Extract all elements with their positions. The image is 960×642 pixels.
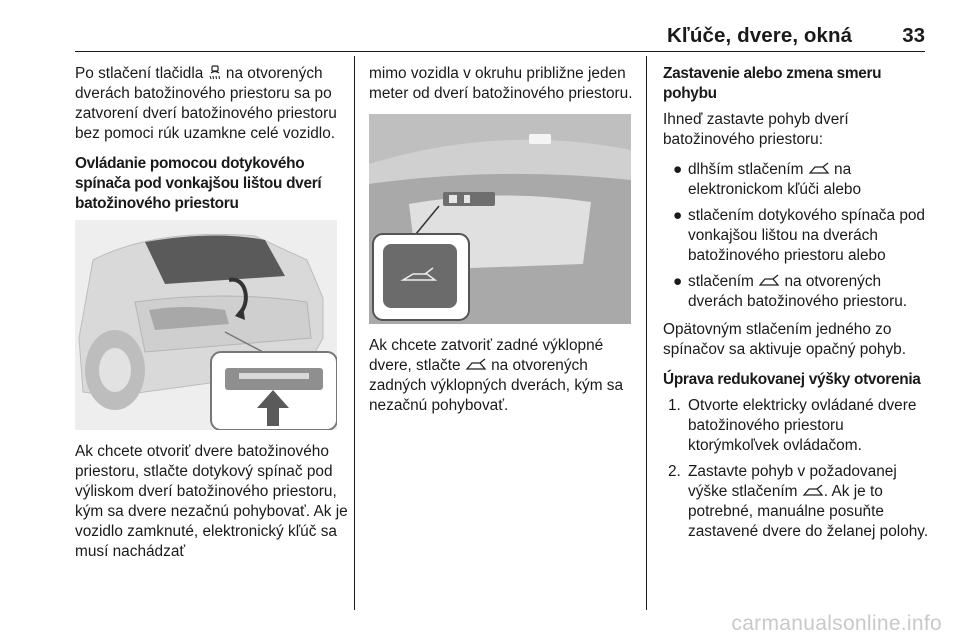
list-item-text: stlačením dotykového spínača pod vonkajšou lištou na dverách batožinového priestoru alebo xyxy=(688,207,925,264)
paragraph-close-tailgate xyxy=(369,336,635,416)
step-item xyxy=(663,396,935,456)
list-item-text: na elektronickom kľúči alebo xyxy=(688,161,862,198)
list-item-text: dlhším stlačením xyxy=(688,161,804,178)
list-item-text: stlačením xyxy=(688,273,754,290)
tailgate-icon xyxy=(808,162,830,176)
page-number: 33 xyxy=(902,24,925,47)
column-divider-1 xyxy=(354,56,355,610)
list-item xyxy=(663,160,935,200)
section-heading-touch-switch: Ovládanie pomocou dotykového spínača pod vonkajšou lištou dverí batožinového priestoru xyxy=(75,155,322,212)
step-text: Zastavte pohyb v požadovanej výške stlačením xyxy=(688,463,897,500)
page-title: Kľúče, dvere, okná xyxy=(667,24,853,47)
step-text: . Ak je to potrebné, manuálne posuňte zastavené dvere do želanej polohy. xyxy=(688,483,929,540)
paragraph-text: Ak chcete zatvoriť zadné výklopné dvere, stlačte xyxy=(369,337,604,374)
tailgate-icon xyxy=(465,358,487,372)
list-item xyxy=(663,272,935,312)
steps-list xyxy=(663,396,935,542)
bullet-list xyxy=(663,160,935,312)
illustration-rear-touch-switch xyxy=(75,220,337,430)
illustration-tailgate-button xyxy=(369,114,631,324)
column-3 xyxy=(663,64,935,548)
page-header xyxy=(75,26,925,48)
header-rule xyxy=(75,51,925,52)
tailgate-icon xyxy=(802,484,824,498)
paragraph-open-tailgate: Ak chcete otvoriť dvere batožinového priestoru, stlačte dotykový spínač pod výliskom dverí batožinového priestoru, kým sa dvere nezačnú pohybovať. Ak je vozidlo zamknuté, elektronický kľúč sa musí nachádzať xyxy=(75,443,348,560)
section-heading-stop: Zastavenie alebo zmena smeru pohybu xyxy=(663,65,882,102)
paragraph-reverse: Opätovným stlačením jedného zo spínačov sa aktivuje opačný pohyb. xyxy=(663,321,906,358)
step-text: Otvorte elektricky ovládané dvere batožinového priestoru ktorýmkoľvek ovládačom. xyxy=(688,397,917,454)
column-1 xyxy=(75,64,350,572)
section-heading-height: Úprava redukovanej výšky otvorenia xyxy=(663,371,921,388)
step-item xyxy=(663,462,935,542)
paragraph-text: na otvorených zadných výklopných dverách, kým sa nezačnú pohybovať. xyxy=(369,357,624,414)
list-item-text: na otvorených dverách batožinového priestoru. xyxy=(688,273,908,310)
bullet-symbol: ● xyxy=(673,161,683,178)
list-item xyxy=(663,206,935,266)
paragraph-text: Po stlačení tlačidla xyxy=(75,65,204,82)
column-divider-2 xyxy=(646,56,647,610)
paragraph-range: mimo vozidla v okruhu približne jeden meter od dverí batožinového priestoru. xyxy=(369,65,633,102)
bullet-symbol: ● xyxy=(673,207,683,224)
step-number: 2. xyxy=(668,463,681,480)
watermark: carmanualsonline.info xyxy=(731,612,942,635)
bullet-symbol: ● xyxy=(673,273,683,290)
hands-free-lock-icon xyxy=(208,65,222,80)
tailgate-icon xyxy=(758,274,780,288)
step-number: 1. xyxy=(668,397,681,414)
paragraph-hands-free-lock xyxy=(75,64,350,144)
paragraph-stop-intro: Ihneď zastavte pohyb dverí batožinového priestoru: xyxy=(663,111,849,148)
column-2 xyxy=(369,64,635,426)
paragraph-text: na otvorených dverách batožinového priestoru sa po zatvorení dverí batožinového priestoru bez pomoci rúk uzamkne celé vozidlo. xyxy=(75,65,337,142)
